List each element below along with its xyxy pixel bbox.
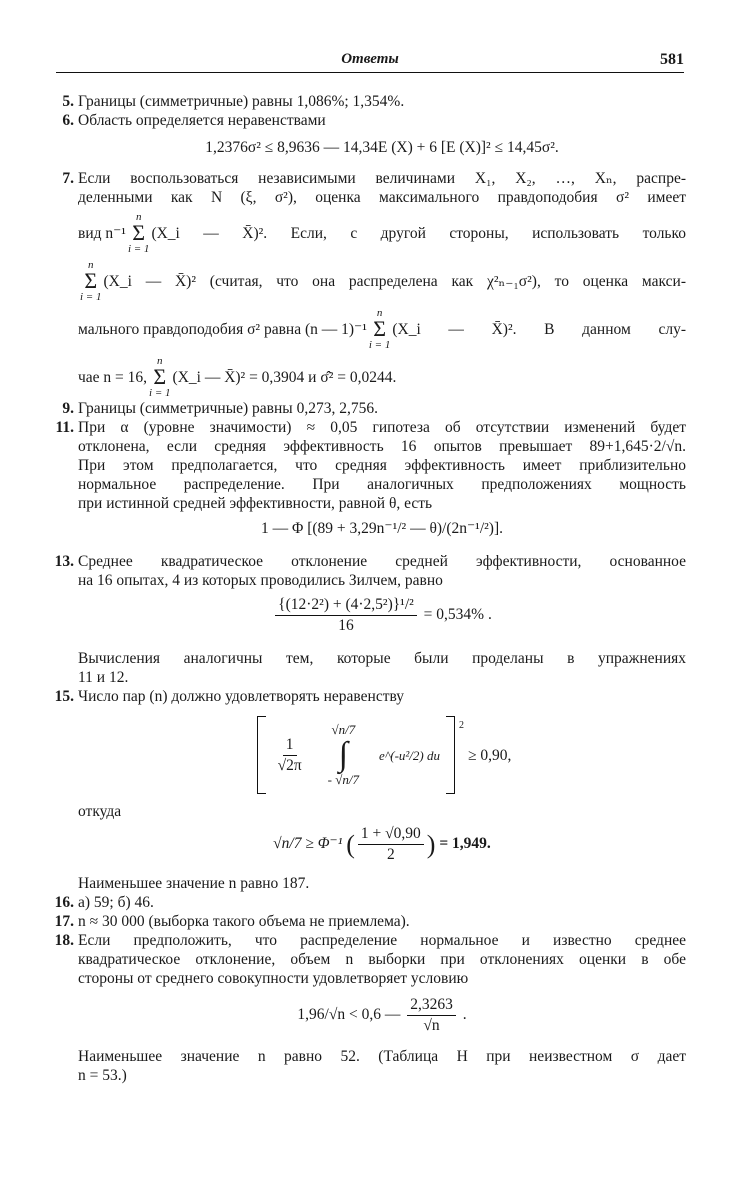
quantile-formula: √n/7 ≥ Φ⁻¹ ( $\frac{1 + √0,90}{2}$ ) = 1,949. [273,825,491,863]
answer-number: 15. [54,688,74,705]
answer-text: Границы (симметричные) равны 1,086%; 1,354%. [78,93,405,110]
answer-6 [50,111,686,157]
page-header [56,46,684,73]
formula-left: √n/7 ≥ Φ⁻¹ [273,835,343,853]
summation [369,307,390,351]
fraction [407,996,456,1035]
text-fragment: чае n = 16, [78,368,148,386]
answer-18 [50,931,686,1085]
running-title: Ответы [341,51,399,67]
integral-sign: ∫ [338,736,348,773]
answer-text: Область определяется неравенствами [78,112,326,129]
integral-upper-limit: √n/7 [331,722,356,737]
text-line: откуда [78,803,122,820]
summation [80,259,101,303]
answer-number: 13. [54,553,74,570]
sum-upper: n [157,355,163,367]
text-line [78,211,686,255]
inequality-rhs: ≥ 0,90, [468,746,512,764]
text-line [78,307,686,351]
answer-text: n ≈ 30 000 (выборка такого объема не приемлема). [78,913,410,930]
text-line: Среднее квадратическое отклонение средней эффективности, основанное [78,553,686,570]
sum-lower: i = 1 [368,339,391,351]
sigma-symbol: Σ [153,364,167,389]
answer-17 [50,912,686,931]
answer-number: 18. [54,932,74,949]
answer-9 [50,399,686,418]
integrand: e^(-u²/2) du [379,747,441,763]
answer-number: 6. [62,112,74,129]
sum-lower: i = 1 [80,291,102,303]
sigma-symbol: Σ [373,316,386,341]
bracket-exponent: 2 [459,720,465,731]
page-number: 581 [660,51,684,68]
text-fragment: вид n⁻¹ [78,224,126,242]
text-line: Вычисления аналогичны тем, которые были проделаны в упражнениях [78,650,686,667]
text-line: на 16 опытах, 4 из которых проводились Зилчем, равно [78,572,443,589]
sample-size-formula [78,996,686,1035]
integral [328,722,359,788]
formula-result: = 0,534% . [423,606,492,624]
answers-content [50,92,686,1085]
summation [128,211,149,255]
text-line: n = 53.) [78,1067,127,1084]
text-line: Наименьшее значение n равно 52. (Таблица H при неизвестном σ дает [78,1048,686,1065]
text-line: нормальное распределение. При аналогичных предположениях мощность [78,476,686,493]
sum-upper: n [87,259,94,271]
text-line [78,355,686,399]
sigma-symbol: Σ [84,268,98,293]
answer-5 [50,92,686,111]
fraction-numerator: 1 [283,736,297,756]
text-fragment: (X_i — X̄)² = 0,3904 и σ̂² = 0,0244. [172,368,397,386]
text-line: при истинной средней эффективности, равной θ, есть [78,495,433,512]
fraction [358,825,424,864]
std-dev-formula [78,596,686,635]
answer-11 [50,418,686,538]
answer-16 [50,893,686,912]
answer-text: а) 59; б) 46. [78,894,154,911]
text-line: отклонена, если средняя эффективность 16 опытов превышает 89+1,645·2/√n. [78,438,686,455]
text-line: 11 и 12. [78,669,129,686]
answer-number: 5. [62,93,74,110]
text-fragment: мального правдоподобия σ² равна (n — 1)⁻¹ [78,320,367,338]
text-line: деленными как N (ξ, σ²), оценка максимального правдоподобия σ² имеет [78,189,686,206]
answer-13 [50,552,686,687]
answer-15 [50,687,686,893]
answer-number: 9. [62,400,74,417]
text-fragment: (X_i — X̄)². В данном слу- [392,320,686,338]
text-line: стороны от среднего совокупности удовлетворяет условию [78,970,469,987]
summation [149,355,170,399]
text-fragment: (X_i — X̄)² (считая, что она распределена как χ²ₙ₋₁σ²), то оценка макси- [103,272,686,290]
sum-upper: n [135,211,142,223]
fraction-numerator: 2,3263 [407,996,456,1016]
coefficient-fraction [275,736,305,775]
answer-number: 17. [54,913,74,930]
text-line: При этом предполагается, что средняя эффективность имеет приблизительно [78,457,686,474]
fraction-denominator: √2π [277,756,302,774]
inequality-formula: 1,2376σ² ≤ 8,9636 — 14,34E (X) + 6 [E (X)]² ≤ 14,45σ². [205,139,559,156]
text-line: Если воспользоваться независимыми величинами X₁, X₂, …, Xₙ, распре- [78,170,686,187]
integral-formula [78,716,686,794]
answer-7 [50,169,686,399]
fraction-denominator: 16 [338,617,354,634]
answer-number: 16. [54,894,74,911]
text-line [78,259,686,303]
fraction [275,596,417,635]
answer-text: Границы (симметричные) равны 0,273, 2,756. [78,400,378,417]
answer-number: 7. [62,170,74,187]
fraction-denominator: 2 [386,846,395,863]
fraction-numerator: 1 + √0,90 [358,825,424,845]
text-line: При α (уровне значимости) ≈ 0,05 гипотеза об отсутствии изменений будет [78,419,686,436]
fraction-numerator: {(12·2²) + (4·2,5²)}¹/² [275,596,417,616]
formula-end: . [462,1006,467,1024]
text-fragment: (X_i — X̄)². Если, с другой стороны, использовать только [151,224,686,242]
fraction-denominator: √n [423,1017,440,1034]
text-line: Наименьшее значение n равно 187. [78,875,310,892]
integral-lower-limit: - √n/7 [327,772,359,787]
bracketed-integral [257,716,455,794]
text-line: Если предположить, что распределение нормальное и известно среднее [78,932,686,949]
power-formula: 1 — Φ [(89 + 3,29n⁻¹/² — θ)/(2n⁻¹/²)]. [261,520,503,537]
text-line: Число пар (n) должно удовлетворять неравенству [78,688,405,705]
text-line: квадратическое отклонение, объем n выборки при отклонениях оценки в обе [78,951,686,968]
sum-lower: i = 1 [149,387,171,399]
sum-lower: i = 1 [127,243,150,255]
formula-result: = 1,949. [439,835,491,853]
formula-left: 1,96/√n < 0,6 — [297,1006,401,1024]
answer-number: 11. [55,419,74,436]
sum-upper: n [376,307,383,319]
sigma-symbol: Σ [132,220,146,245]
